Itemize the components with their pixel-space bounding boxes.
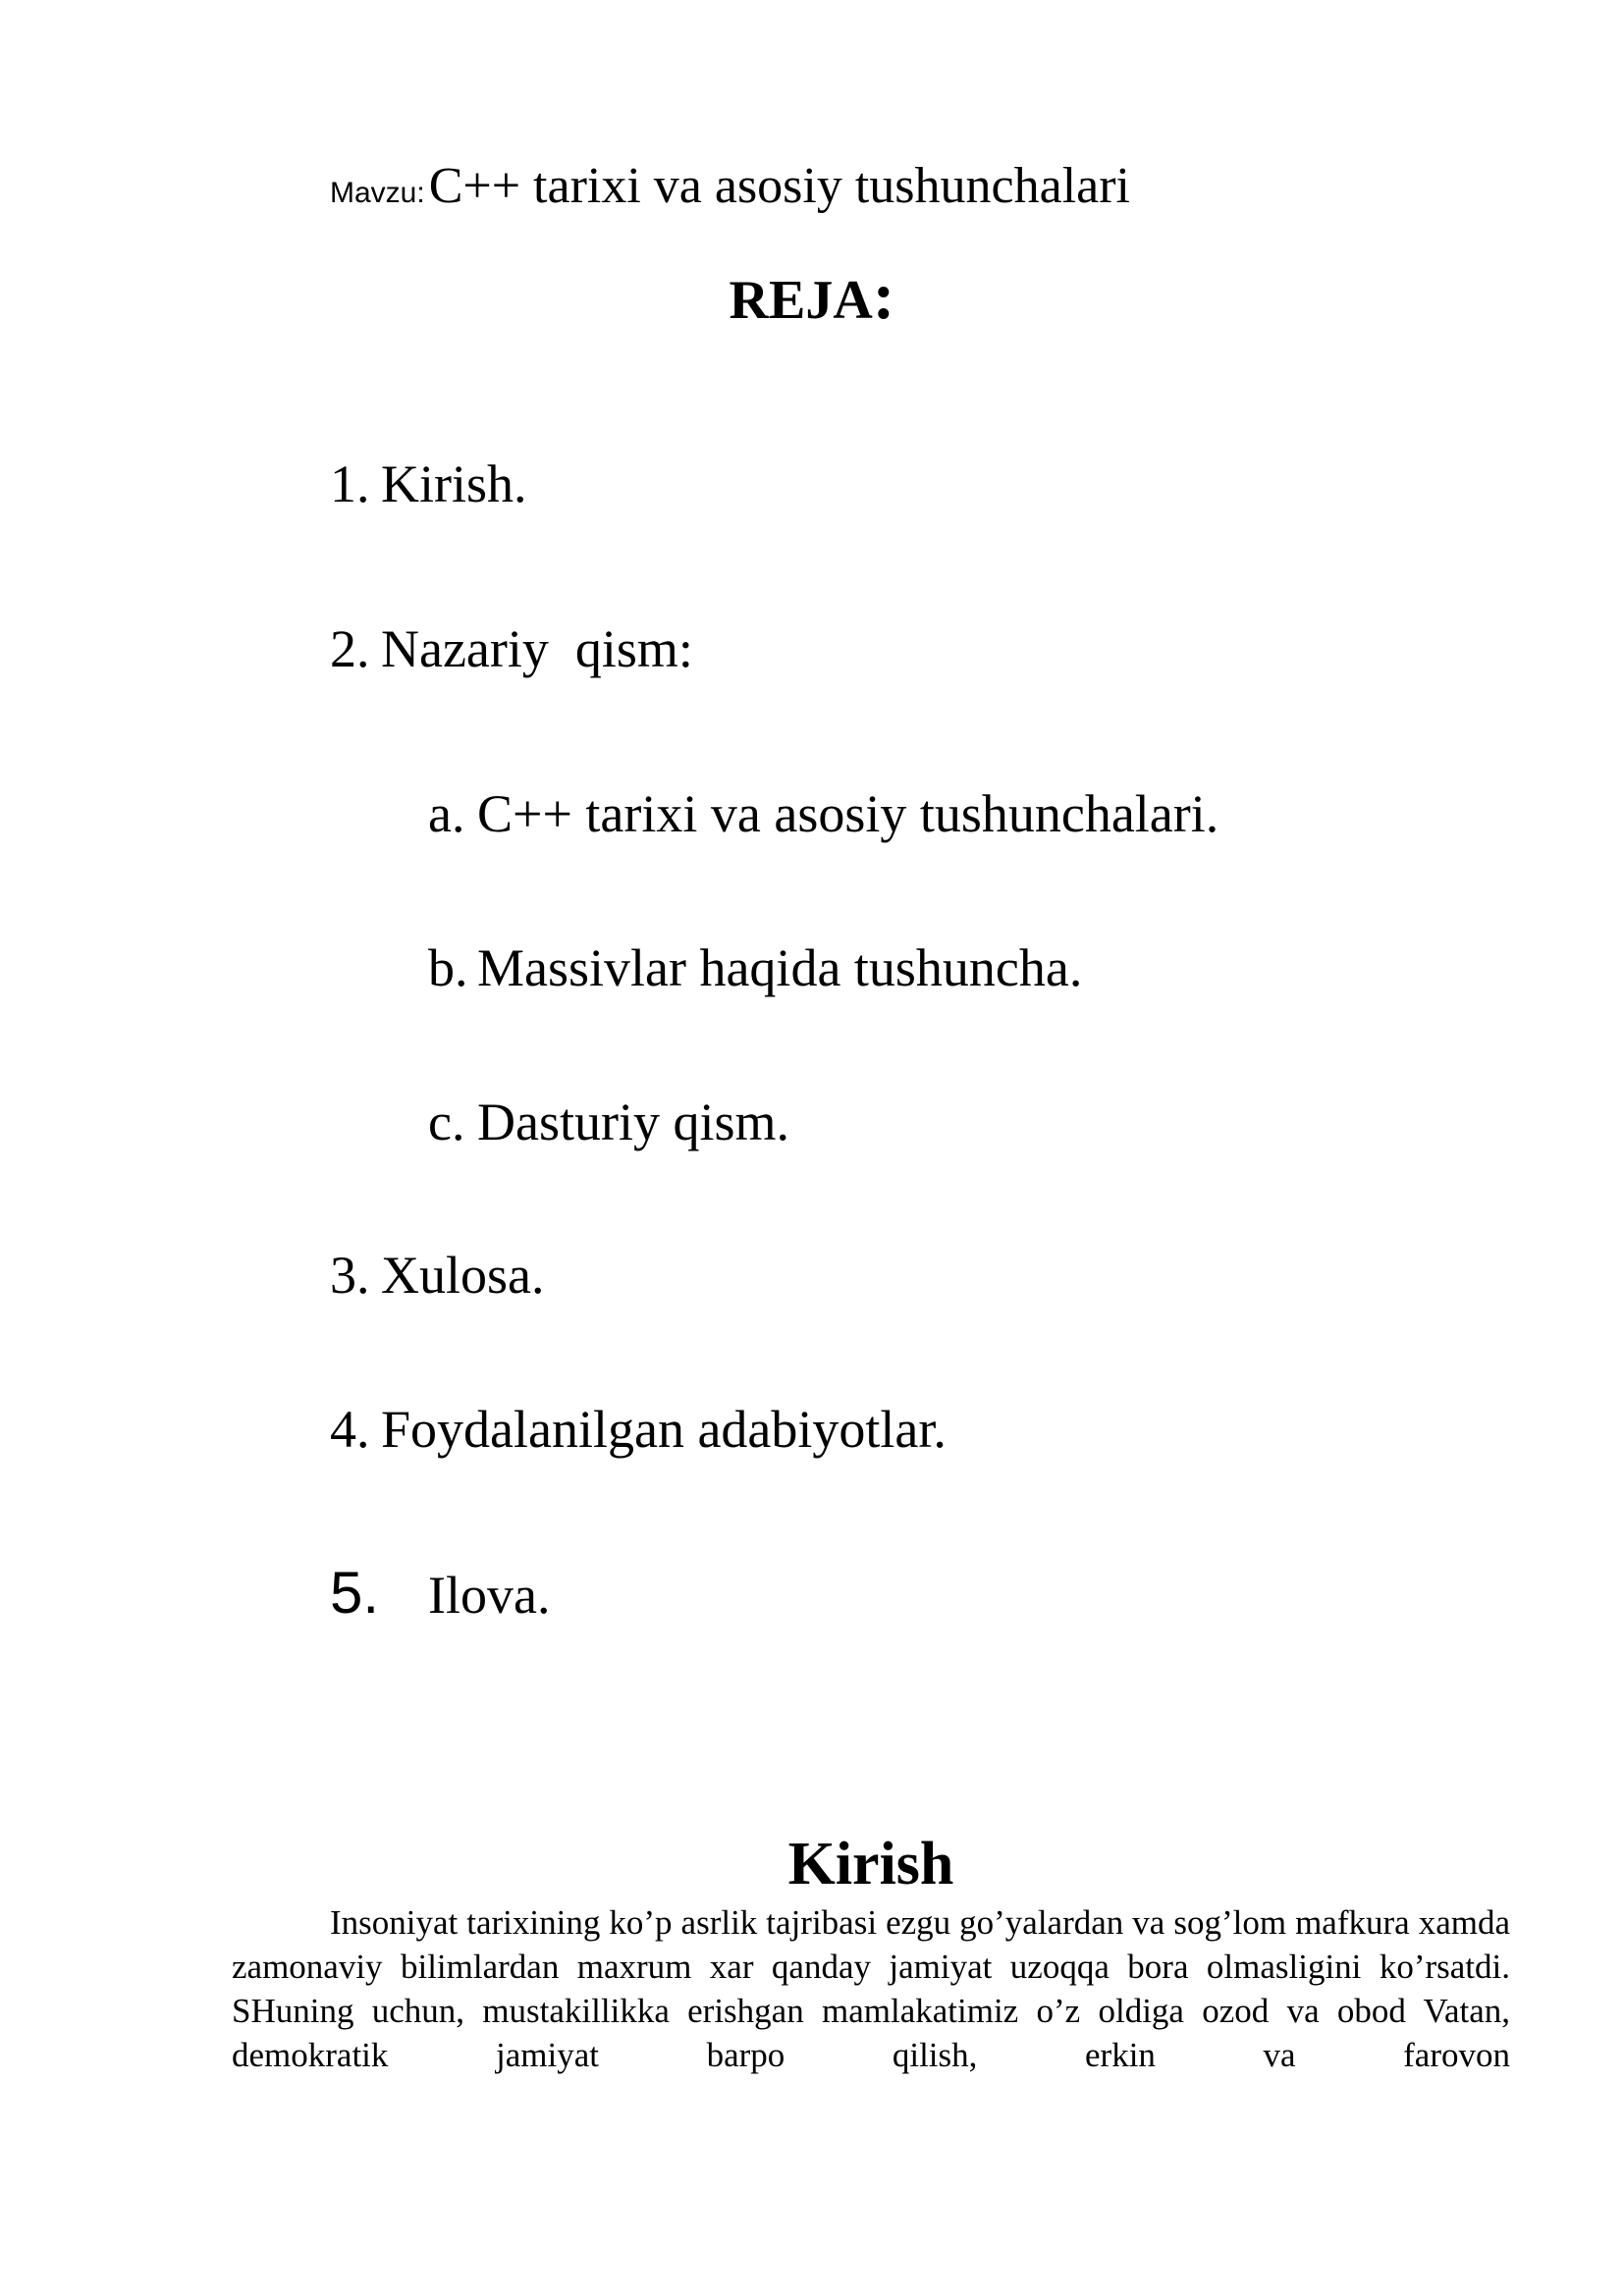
plan-item — [330, 618, 693, 679]
plan-subitem-label: C++ tarixi va asosiy tushunchalari. — [477, 784, 1219, 843]
plan-subitem — [428, 783, 1218, 844]
topic-label: Mavzu: — [330, 177, 425, 209]
plan-subitem — [428, 1092, 789, 1152]
plan-item — [330, 1245, 544, 1306]
plan-item-number: 4. — [330, 1400, 370, 1459]
plan-item-number: 1. — [330, 454, 370, 513]
plan-item-number: 3. — [330, 1246, 370, 1305]
plan-item-label: Foydalanilgan adabiyotlar. — [381, 1400, 947, 1459]
plan-item — [330, 454, 527, 514]
plan-item-label: Ilova. — [428, 1566, 551, 1625]
section-title: Kirish — [787, 1831, 954, 1897]
plan-heading-text: REJA — [729, 270, 873, 331]
intro-paragraph — [232, 1900, 1510, 2077]
plan-item — [330, 1559, 550, 1627]
plan-subitem-label: Dasturiy qism. — [477, 1093, 789, 1151]
plan-item-label: Kirish. — [381, 454, 527, 513]
plan-item-number: 2. — [330, 619, 370, 678]
plan-subitem-label: Massivlar haqida tushuncha. — [477, 938, 1083, 997]
plan-item-number: 5. — [330, 1560, 380, 1626]
intro-paragraph-text: Insoniyat tarixining ko’p asrlik tajribasi ezgu go’yalardan va sog’lom mafkura xamda zamonaviy bilimlardan maxrum xar qanday jamiyat uzoqqa bora olmasligini ko’rsatdi. SHuning uchun, mustakillikka erishgan mamlakatimiz o’z oldiga ozod va obod Vatan, demokratik jamiyat barpo qilish, erkin va farovon — [232, 1903, 1510, 2074]
plan-item — [330, 1399, 947, 1460]
plan-subitem-letter: a. — [428, 784, 465, 843]
plan-subitem — [428, 937, 1082, 998]
plan-subitem-letter: c. — [428, 1093, 465, 1151]
plan-heading-colon: : — [872, 258, 895, 333]
plan-item-label: Xulosa. — [381, 1246, 545, 1305]
plan-heading — [0, 257, 1624, 335]
topic-line — [330, 157, 1130, 215]
plan-item-label: Nazariy qism: — [381, 619, 693, 678]
topic-title: C++ tarixi va asosiy tushunchalari — [428, 158, 1130, 214]
plan-subitem-letter: b. — [428, 938, 468, 997]
